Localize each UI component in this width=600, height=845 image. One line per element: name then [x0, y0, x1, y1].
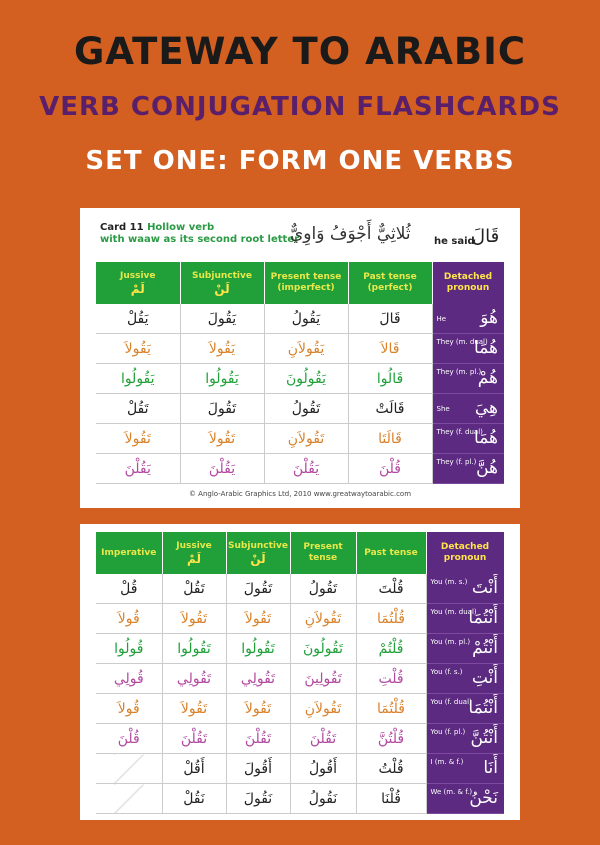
set-title: SET ONE: FORM ONE VERBS [85, 146, 515, 176]
card-number: Card 11 [100, 222, 144, 233]
col-subjunctive: Subjunctive لَنْ [180, 262, 264, 304]
pronoun-arabic: أَنْتُمَا [468, 698, 498, 718]
pronoun-cell [426, 724, 504, 754]
present-cell: تَقُولُ [290, 574, 356, 604]
present-cell: يَقُولاَنِ [264, 334, 348, 364]
pronoun-english: He [436, 315, 447, 323]
jussive-cell: تَقُلْ [162, 574, 226, 604]
pronoun-english: They (f. pl.) [436, 458, 477, 466]
table-row [96, 454, 504, 484]
subjunctive-cell: تَقُولَ [180, 394, 264, 424]
present-cell: تَقُولاَنِ [290, 604, 356, 634]
jussive-cell: يَقُولاَ [96, 334, 180, 364]
pronoun-arabic: أَنْتُمْ [472, 638, 498, 658]
pronoun-english: You (f. dual) [430, 698, 472, 706]
card-heading [100, 222, 299, 246]
past-cell: قَالُوا [348, 364, 432, 394]
imperative-cell: قُلْ [96, 574, 162, 604]
pronoun-cell [426, 784, 504, 814]
jussive-cell: تَقُولِي [162, 664, 226, 694]
pronoun-cell [426, 574, 504, 604]
table-row [96, 604, 504, 634]
subjunctive-cell: تَقُولاَ [226, 604, 290, 634]
col-jussive: Jussive لَمْ [162, 532, 226, 574]
table-row [96, 304, 504, 334]
jussive-cell: تَقُولاَ [162, 694, 226, 724]
pronoun-english: They (f. dual) [436, 428, 483, 436]
arabic-verb-type: ثُلاثِيٌّ أَجْوَفُ وَاوِيٌّ [290, 224, 411, 244]
subjunctive-cell: تَقُولاَ [180, 424, 264, 454]
pronoun-arabic: أَنْتِ [471, 668, 498, 688]
col-imperative: Imperative [96, 532, 162, 574]
past-cell: قُلْنَا [356, 784, 426, 814]
present-cell: يَقُولُ [264, 304, 348, 334]
pronoun-english: You (f. pl.) [430, 728, 466, 736]
pronoun-english: You (m. dual) [430, 608, 477, 616]
table-row [96, 394, 504, 424]
col-pronoun: Detached pronoun [426, 532, 504, 574]
table-row [96, 424, 504, 454]
pronoun-english: You (m. pl.) [430, 638, 471, 646]
conjugation-table-second [96, 532, 505, 814]
main-title: GATEWAY TO ARABIC [73, 30, 527, 73]
present-cell: تَقُولُونَ [290, 634, 356, 664]
pronoun-arabic: أَنَا [483, 758, 498, 778]
pronoun-arabic: هُنَّ [476, 458, 498, 478]
subjunctive-cell: يَقُولَ [180, 304, 264, 334]
past-cell: قُلْتُ [356, 754, 426, 784]
present-cell: تَقُولُ [264, 394, 348, 424]
past-cell: قَالاَ [348, 334, 432, 364]
col-subjunctive: Subjunctive لَنْ [226, 532, 290, 574]
verb-type: Hollow verb [147, 222, 215, 233]
table-row [96, 664, 504, 694]
conjugation-table [96, 262, 505, 484]
pronoun-arabic: هُوَ [480, 308, 498, 328]
present-cell: تَقُولِينَ [290, 664, 356, 694]
imperative-cell: قُولِي [96, 664, 162, 694]
present-cell: تَقُولاَنِ [290, 694, 356, 724]
past-cell: قُلْنَ [348, 454, 432, 484]
table-row [96, 334, 504, 364]
col-pronoun: Detached pronoun [432, 262, 504, 304]
past-cell: قُلْتُمْ [356, 634, 426, 664]
verb-meaning: he said [434, 236, 475, 247]
past-cell: قَالَتَا [348, 424, 432, 454]
pronoun-cell [426, 604, 504, 634]
past-cell: قُلْتُمَا [356, 604, 426, 634]
subjunctive-cell: نَقُولَ [226, 784, 290, 814]
pronoun-english: I (m. & f.) [430, 758, 464, 766]
jussive-cell: يَقُلْ [96, 304, 180, 334]
jussive-cell: أَقُلْ [162, 754, 226, 784]
pronoun-english: We (m. & f.) [430, 788, 473, 796]
jussive-cell: يَقُولُوا [96, 364, 180, 394]
past-cell: قُلْتُمَا [356, 694, 426, 724]
table-row [96, 724, 504, 754]
past-cell: قَالَ [348, 304, 432, 334]
pronoun-arabic: نَحْنُ [469, 788, 498, 808]
pronoun-cell [432, 364, 504, 394]
col-jussive: Jussive لَمْ [96, 262, 180, 304]
subjunctive-cell: يَقُلْنَ [180, 454, 264, 484]
imperative-cell: قُولاَ [96, 604, 162, 634]
subjunctive-cell: يَقُولاَ [180, 334, 264, 364]
pronoun-cell [426, 634, 504, 664]
past-cell: قَالَتْ [348, 394, 432, 424]
imperative-cell [96, 754, 162, 784]
subjunctive-cell: أَقُولَ [226, 754, 290, 784]
subjunctive-cell: تَقُولاَ [226, 694, 290, 724]
pronoun-arabic: هُمْ [477, 368, 498, 388]
pronoun-arabic: أَنْتَ [471, 578, 498, 598]
pronoun-cell [432, 424, 504, 454]
pronoun-cell [432, 304, 504, 334]
table-row [96, 634, 504, 664]
past-cell: قُلْتَ [356, 574, 426, 604]
jussive-cell: تَقُولُوا [162, 634, 226, 664]
pronoun-cell [426, 754, 504, 784]
pronoun-cell [432, 334, 504, 364]
col-present: Present tense (imperfect) [264, 262, 348, 304]
pronoun-cell [426, 664, 504, 694]
verb-description: with waaw as its second root letter [100, 234, 300, 245]
table-row [96, 364, 504, 394]
subjunctive-cell: تَقُولُوا [226, 634, 290, 664]
present-cell: أَقُولُ [290, 754, 356, 784]
subtitle: VERB CONJUGATION FLASHCARDS [39, 92, 561, 122]
pronoun-cell [426, 694, 504, 724]
pronoun-english: You (m. s.) [430, 578, 468, 586]
jussive-cell: يَقُلْنَ [96, 454, 180, 484]
pronoun-english: She [436, 405, 450, 413]
present-cell: يَقُلْنَ [264, 454, 348, 484]
table-row [96, 574, 504, 604]
jussive-cell: تَقُلْنَ [162, 724, 226, 754]
jussive-cell: تَقُلْ [96, 394, 180, 424]
col-past: Past tense [356, 532, 426, 574]
imperative-cell: قُولاَ [96, 694, 162, 724]
col-past: Past tense (perfect) [348, 262, 432, 304]
pronoun-cell [432, 394, 504, 424]
present-cell: يَقُولُونَ [264, 364, 348, 394]
present-cell: نَقُولُ [290, 784, 356, 814]
table-row [96, 784, 504, 814]
pronoun-arabic: هُمَا [474, 428, 498, 448]
present-cell: تَقُلْنَ [290, 724, 356, 754]
imperative-cell: قُلْنَ [96, 724, 162, 754]
table-row [96, 754, 504, 784]
table-row [96, 694, 504, 724]
flashcard-back [80, 524, 520, 820]
col-present: Present tense [290, 532, 356, 574]
subjunctive-cell: تَقُولِي [226, 664, 290, 694]
imperative-cell: قُولُوا [96, 634, 162, 664]
pronoun-arabic: أَنْتُنَّ [470, 728, 498, 748]
pronoun-arabic: هِيَ [474, 398, 498, 418]
verb-arabic: قَالَ [472, 226, 500, 247]
pronoun-cell [432, 454, 504, 484]
flashcard-front [80, 208, 520, 508]
subjunctive-cell: تَقُولَ [226, 574, 290, 604]
past-cell: قُلْتُنَّ [356, 724, 426, 754]
pronoun-english: They (m. pl.) [436, 368, 482, 376]
imperative-cell [96, 784, 162, 814]
jussive-cell: نَقُلْ [162, 784, 226, 814]
pronoun-english: They (m. dual) [436, 338, 488, 346]
present-cell: تَقُولاَنِ [264, 424, 348, 454]
pronoun-english: You (f. s.) [430, 668, 463, 676]
subjunctive-cell: تَقُلْنَ [226, 724, 290, 754]
pronoun-arabic: هُمَا [474, 338, 498, 358]
pronoun-arabic: أَنْتُمَا [468, 608, 498, 628]
jussive-cell: تَقُولاَ [162, 604, 226, 634]
jussive-cell: تَقُولاَ [96, 424, 180, 454]
subjunctive-cell: يَقُولُوا [180, 364, 264, 394]
past-cell: قُلْتِ [356, 664, 426, 694]
card-footer: © Anglo-Arabic Graphics Ltd, 2010 www.greatwaytoarabic.com [188, 490, 412, 498]
